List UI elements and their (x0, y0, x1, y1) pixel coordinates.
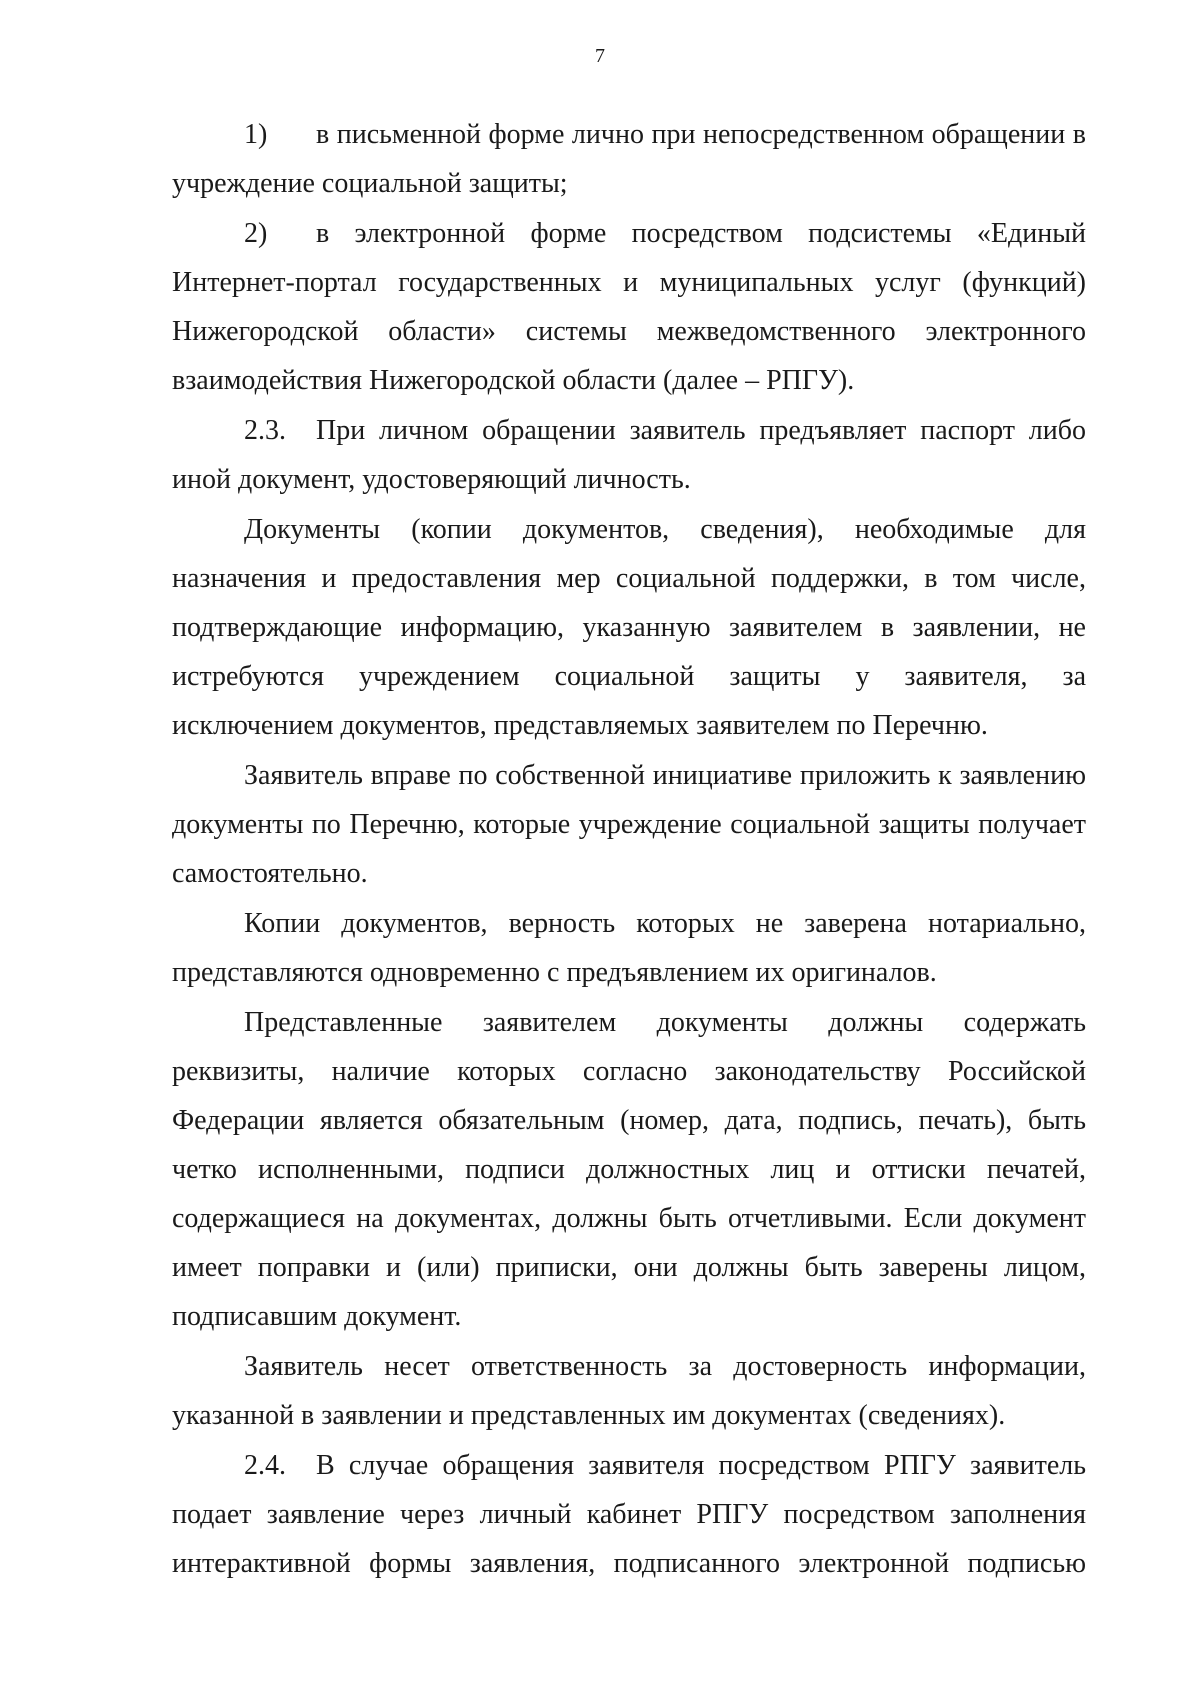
document-body (172, 110, 1086, 1589)
paragraph-text: в письменной форме лично при непосредственном обращении в учреждение социальной защиты; (172, 119, 1086, 199)
paragraph-number: 1) (244, 119, 268, 150)
paragraph-documents: Документы (копии документов, сведения), необходимые для назначения и предоставления мер социальной поддержки, в том числе, подтверждающие информацию, указанную заявителем в заявлении, не истребуются учреждением социальной защиты у заявителя, за исключением документов, представляемых заявителем по Перечню. (172, 514, 1086, 741)
paragraph-number: 2.4. (244, 1450, 286, 1481)
paragraph-item-2 (172, 209, 1086, 405)
paragraph-text: В случае обращения заявителя посредством РПГУ заявитель подает заявление через личный кабинет РПГУ посредством заполнения интерактивной формы заявления, подписанного электронной подписью (172, 1450, 1086, 1579)
page-number: 7 (595, 45, 605, 67)
paragraph-number: 2) (244, 218, 268, 249)
paragraph-responsibility: Заявитель несет ответственность за достоверность информации, указанной в заявлении и представленных им документах (сведениях). (172, 1351, 1086, 1431)
paragraph-text: в электронной форме посредством подсистемы «Единый Интернет-портал государственных и муниципальных услуг (функций) Нижегородской области» системы межведомственного электронного взаимодействия Нижегородской области (далее – РПГУ). (172, 218, 1086, 396)
paragraph-item-1 (172, 110, 1086, 208)
paragraph-text: При личном обращении заявитель предъявляет паспорт либо иной документ, удостоверяющий личность. (172, 415, 1086, 495)
paragraph-2-4 (172, 1441, 1086, 1588)
paragraph-applicant-right: Заявитель вправе по собственной инициативе приложить к заявлению документы по Перечню, которые учреждение социальной защиты получает самостоятельно. (172, 760, 1086, 889)
paragraph-number: 2.3. (244, 415, 286, 446)
paragraph-copies: Копии документов, верность которых не заверена нотариально, представляются одновременно с предъявлением их оригиналов. (172, 908, 1086, 988)
paragraph-requisites: Представленные заявителем документы должны содержать реквизиты, наличие которых согласно законодательству Российской Федерации является обязательным (номер, дата, подпись, печать), быть четко исполненными, подписи должностных лиц и оттиски печатей, содержащиеся на документах, должны быть отчетливыми. Если документ имеет поправки и (или) приписки, они должны быть заверены лицом, подписавшим документ. (172, 1007, 1086, 1332)
paragraph-2-3 (172, 406, 1086, 504)
